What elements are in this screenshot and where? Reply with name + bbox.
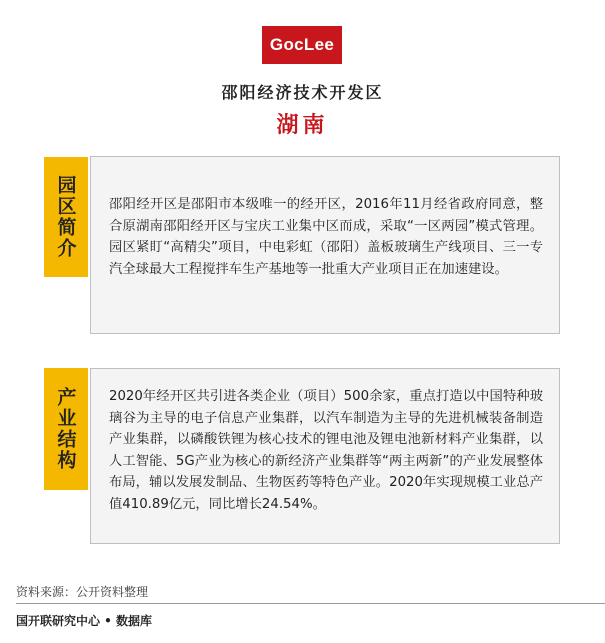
industry-structure-card xyxy=(90,368,560,544)
province-name: 湖南 xyxy=(276,112,329,138)
industry-structure-tag: 产业结构 xyxy=(44,368,88,490)
industry-structure-text: 2020年经开区共引进各类企业（项目）500余家，重点打造以中国特种玻璃谷为主导的电子信息产业集群，以汽车制造为主导的先进机械装备制造产业集群，以磷酸铁锂为核心技术的锂电池及锂电池新材料产业集群，以人工智能、5G产业为核心的新经济产业集群等“两主两新”的产业发展整体布局，辅以发展发制品、生物医药等特色产业。2020年实现规模工业总产值410.89亿元，同比增长24.54%。 xyxy=(109,389,543,512)
footer-divider xyxy=(16,603,605,604)
park-intro-text: 邵阳经开区是邵阳市本级唯一的经开区，2016年11月经省政府同意，整合原湖南邵阳经开区与宝庆工业集中区而成，采取“一区两园”模式管理。园区紧盯“高精尖”项目，中电彩虹（邵阳）盖板玻璃生产线项目、三一专汽全球最大工程搅拌车生产基地等一批重大产业项目正在加速建设。 xyxy=(109,197,543,277)
goclee-logo: GocLee xyxy=(262,26,342,64)
park-intro-card xyxy=(90,156,560,334)
zone-title: 邵阳经济技术开发区 xyxy=(221,83,384,102)
data-source-note: 资料来源：公开资料整理 xyxy=(16,585,149,599)
footer-brand: 国开联研究中心 • 数据库 xyxy=(16,614,153,628)
park-intro-tag: 园区简介 xyxy=(44,157,88,277)
